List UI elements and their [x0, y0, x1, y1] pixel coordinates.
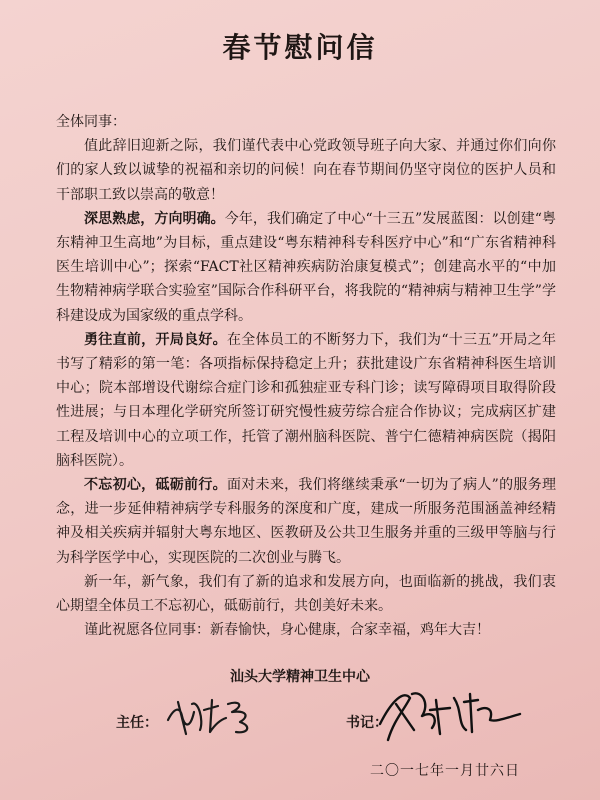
paragraph-future [56, 473, 556, 570]
paragraph-lead: 不忘初心，砥砺前行。 [84, 477, 227, 494]
paragraph-blueprint [56, 207, 556, 328]
secretary-label: 书记： [346, 715, 388, 731]
letter-date: 二〇一七年一月廿六日 [370, 763, 520, 779]
paragraph-text: 今年，我们确定了中心“十三五”发展蓝图：以创建“粤东精神卫生高地”为目标，重点建设“粤东精神科专科医疗中心”和“广东省精神科医生培训中心”；探索“FACT社区精神疾病防治康复模式”；创建高水平的“中加生物精神病学联合实验室”国际合作科研平台，将我院的“精神病与精神卫生学”学科建设成为国家级的重点学科。 [56, 210, 556, 324]
letter-body [56, 110, 556, 642]
paragraph-new-year [56, 570, 556, 618]
paragraph-text: 谨此祝愿各位同事：新春愉快，身心健康，合家幸福，鸡年大吉！ [84, 622, 490, 639]
paragraph-progress [56, 328, 556, 473]
secretary-signature [374, 680, 524, 750]
paragraph-text: 在全体员工的不断努力下，我们为“十三五”开局之年书写了精彩的第一笔：各项指标保持稳定上升；获批建设广东省精神科医生培训中心；院本部增设代谢综合症门诊和孤独症亚专科门诊；读写障碍项目取得阶段性进展；与日本理化学研究所签订研究慢性疲劳综合症合作协议；完成病区扩建工程及培训中心的立项工作，托管了潮州脑科医院、普宁仁德精神病医院（揭阳脑科医院）。 [56, 331, 556, 469]
paragraph-text: 值此辞旧迎新之际，我们谨代表中心党政领导班子向大家、并通过你们向你们的家人致以诚挚的祝福和亲切的问候！向在春节期间仍坚守岗位的医护人员和干部职工致以崇高的敬意！ [56, 138, 556, 203]
letter-title: 春节慰问信 [222, 31, 378, 64]
paragraph-wishes [56, 618, 556, 642]
organization-name: 汕头大学精神卫生中心 [230, 669, 370, 685]
paragraph-greeting [56, 134, 556, 207]
director-label: 主任： [116, 715, 158, 731]
paragraph-lead: 勇往直前，开局良好。 [84, 331, 227, 348]
paragraph-text: 新一年，新气象，我们有了新的追求和发展方向，也面临新的挑战，我们衷心期望全体员工不忘初心，砥砺前行，共创美好未来。 [56, 573, 556, 615]
paragraph-lead: 深思熟虑，方向明确。 [84, 210, 225, 227]
director-signature [160, 690, 260, 740]
paragraph-text: 面对未来，我们将继续秉承“一切为了病人”的服务理念，进一步延伸精神病学专科服务的深度和广度，建成一所服务范围涵盖神经精神及相关疾病并辐射大粤东地区、医教研及公共卫生服务并重的三级甲等脑与行为科学医学中心，实现医院的二次创业与腾飞。 [56, 477, 556, 566]
salutation: 全体同事： [56, 114, 126, 130]
